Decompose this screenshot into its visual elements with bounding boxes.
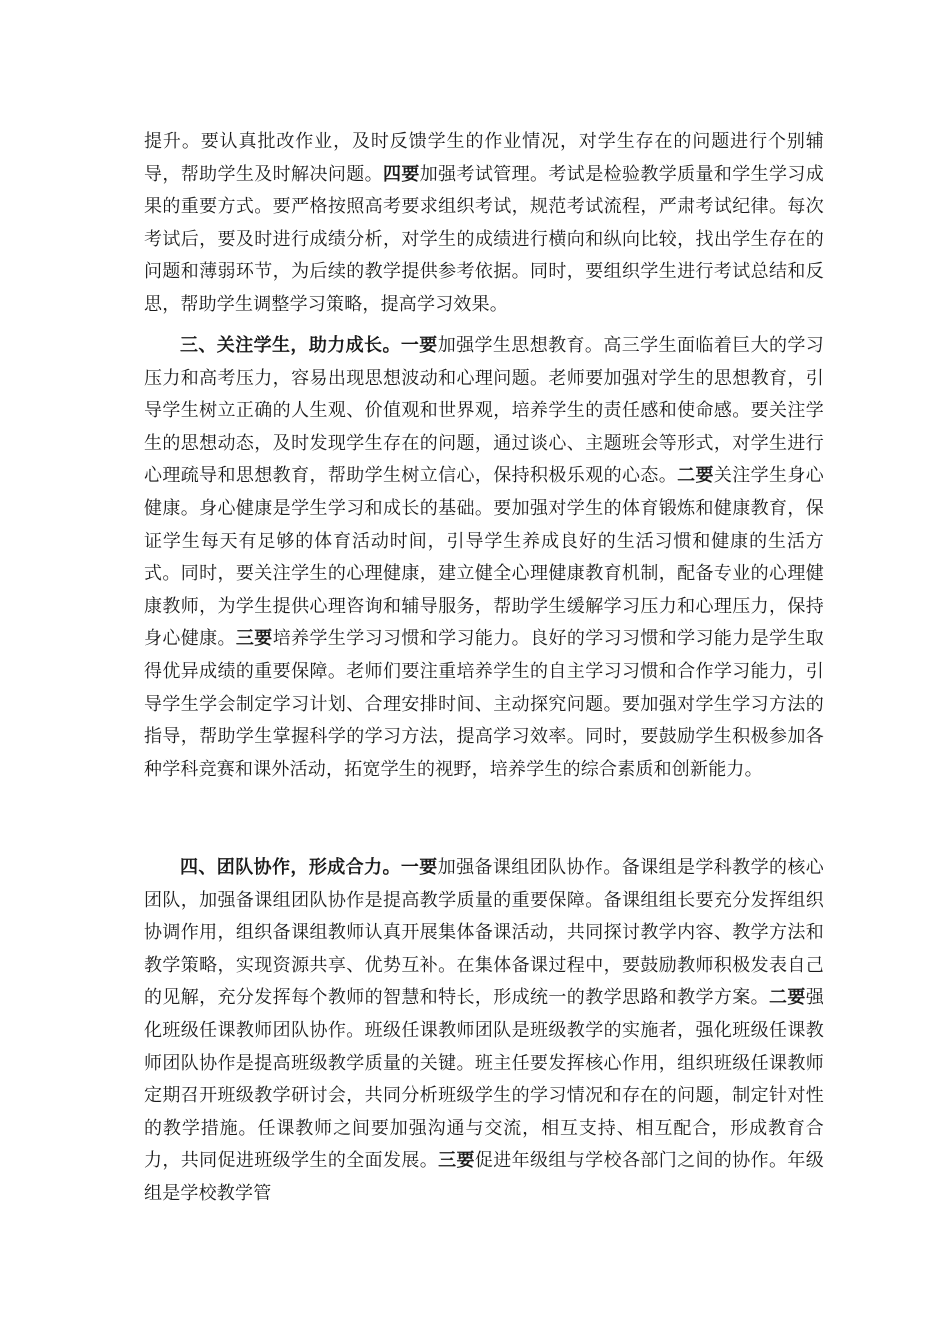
text-segment: 提升。要认真批改作业，及时反馈学生的作业情况，对学生存在的问题进行个别辅导，帮助学生及时解决问题。 bbox=[144, 131, 824, 185]
bold-keyword: 三要 bbox=[438, 1150, 475, 1172]
text-segment: 促进年级组与学校各部门之间的协作。年级组是学校教学管 bbox=[144, 1150, 824, 1204]
body-text-block-3 bbox=[144, 852, 824, 1211]
text-segment: 培养学生学习习惯和学习能力。良好的学习习惯和学习能力是学生取得优异成绩的重要保障。老师们要注重培养学生的自主学习习惯和合作学习能力，引导学生学会制定学习计划、合理安排时间、主动探究问题。要加强对学生学习方法的指导，帮助学生掌握科学的学习方法，提高学习效率。同时，要鼓励学生积极参加各种学科竞赛和课外活动，拓宽学生的视野，培养学生的综合素质和创新能力。 bbox=[144, 628, 825, 780]
bold-keyword: 四要 bbox=[382, 163, 420, 185]
text-segment: 强化班级任课教师团队协作。班级任课教师团队是班级教学的实施者，强化班级任课教师团队协作是提高班级教学质量的关键。班主任要发挥核心作用，组织班级任课教师定期召开班级教学研讨会，共同分析班级学生的学习情况和存在的问题，制定针对性的教学措施。任课教师之间要加强沟通与交流，相互支持、相互配合，形成教育合力，共同促进班级学生的全面发展。 bbox=[144, 987, 825, 1172]
bold-keyword: 三要 bbox=[235, 628, 273, 650]
text-segment: 加强考试管理。考试是检验教学质量和学生学习成果的重要方式。要严格按照高考要求组织考试，规范考试流程，严肃考试纪律。每次考试后，要及时进行成绩分析，对学生的成绩进行横向和纵向比较，找出学生存在的问题和薄弱环节，为后续的教学提供参考依据。同时，要组织学生进行考试总结和反思，帮助学生调整学习策略，提高学习效果。 bbox=[144, 163, 824, 315]
body-text-block-1 bbox=[144, 126, 824, 322]
paragraph-exam-management bbox=[144, 126, 824, 322]
text-segment: 加强备课组团队协作。备课组是学科教学的核心团队，加强备课组团队协作是提高教学质量的重要保障。备课组组长要充分发挥组织协调作用，组织备课组教师认真开展集体备课活动，共同探讨教学内容、教学方法和教学策略，实现资源共享、优势互补。在集体备课过程中，要鼓励教师积极发表自己的见解，充分发挥每个教师的智慧和特长，形成统一的教学思路和教学方案。 bbox=[144, 857, 824, 1009]
section-heading: 四、团队协作，形成合力。一要 bbox=[180, 857, 438, 878]
bold-keyword: 二要 bbox=[677, 465, 714, 487]
section-heading: 三、关注学生，助力成长。一要 bbox=[180, 335, 438, 356]
bold-keyword: 二要 bbox=[769, 987, 806, 1009]
paragraph-team-collaboration bbox=[144, 852, 824, 1211]
body-text-block-2 bbox=[144, 330, 824, 786]
paragraph-care-for-students bbox=[144, 330, 824, 786]
text-segment: 加强学生思想教育。高三学生面临着巨大的学习压力和高考压力，容易出现思想波动和心理问题。老师要加强对学生的思想教育，引导学生树立正确的人生观、价值观和世界观，培养学生的责任感和使命感。要关注学生的思想动态，及时发现学生存在的问题，通过谈心、主题班会等形式，对学生进行心理疏导和思想教育，帮助学生树立信心，保持积极乐观的心态。 bbox=[144, 335, 824, 487]
text-segment: 关注学生身心健康。身心健康是学生学习和成长的基础。要加强对学生的体育锻炼和健康教育，保证学生每天有足够的体育活动时间，引导学生养成良好的生活习惯和健康的生活方式。同时，要关注学生的心理健康，建立健全心理健康教育机制，配备专业的心理健康教师，为学生提供心理咨询和辅导服务，帮助学生缓解学习压力和心理压力，保持身心健康。 bbox=[144, 465, 825, 650]
